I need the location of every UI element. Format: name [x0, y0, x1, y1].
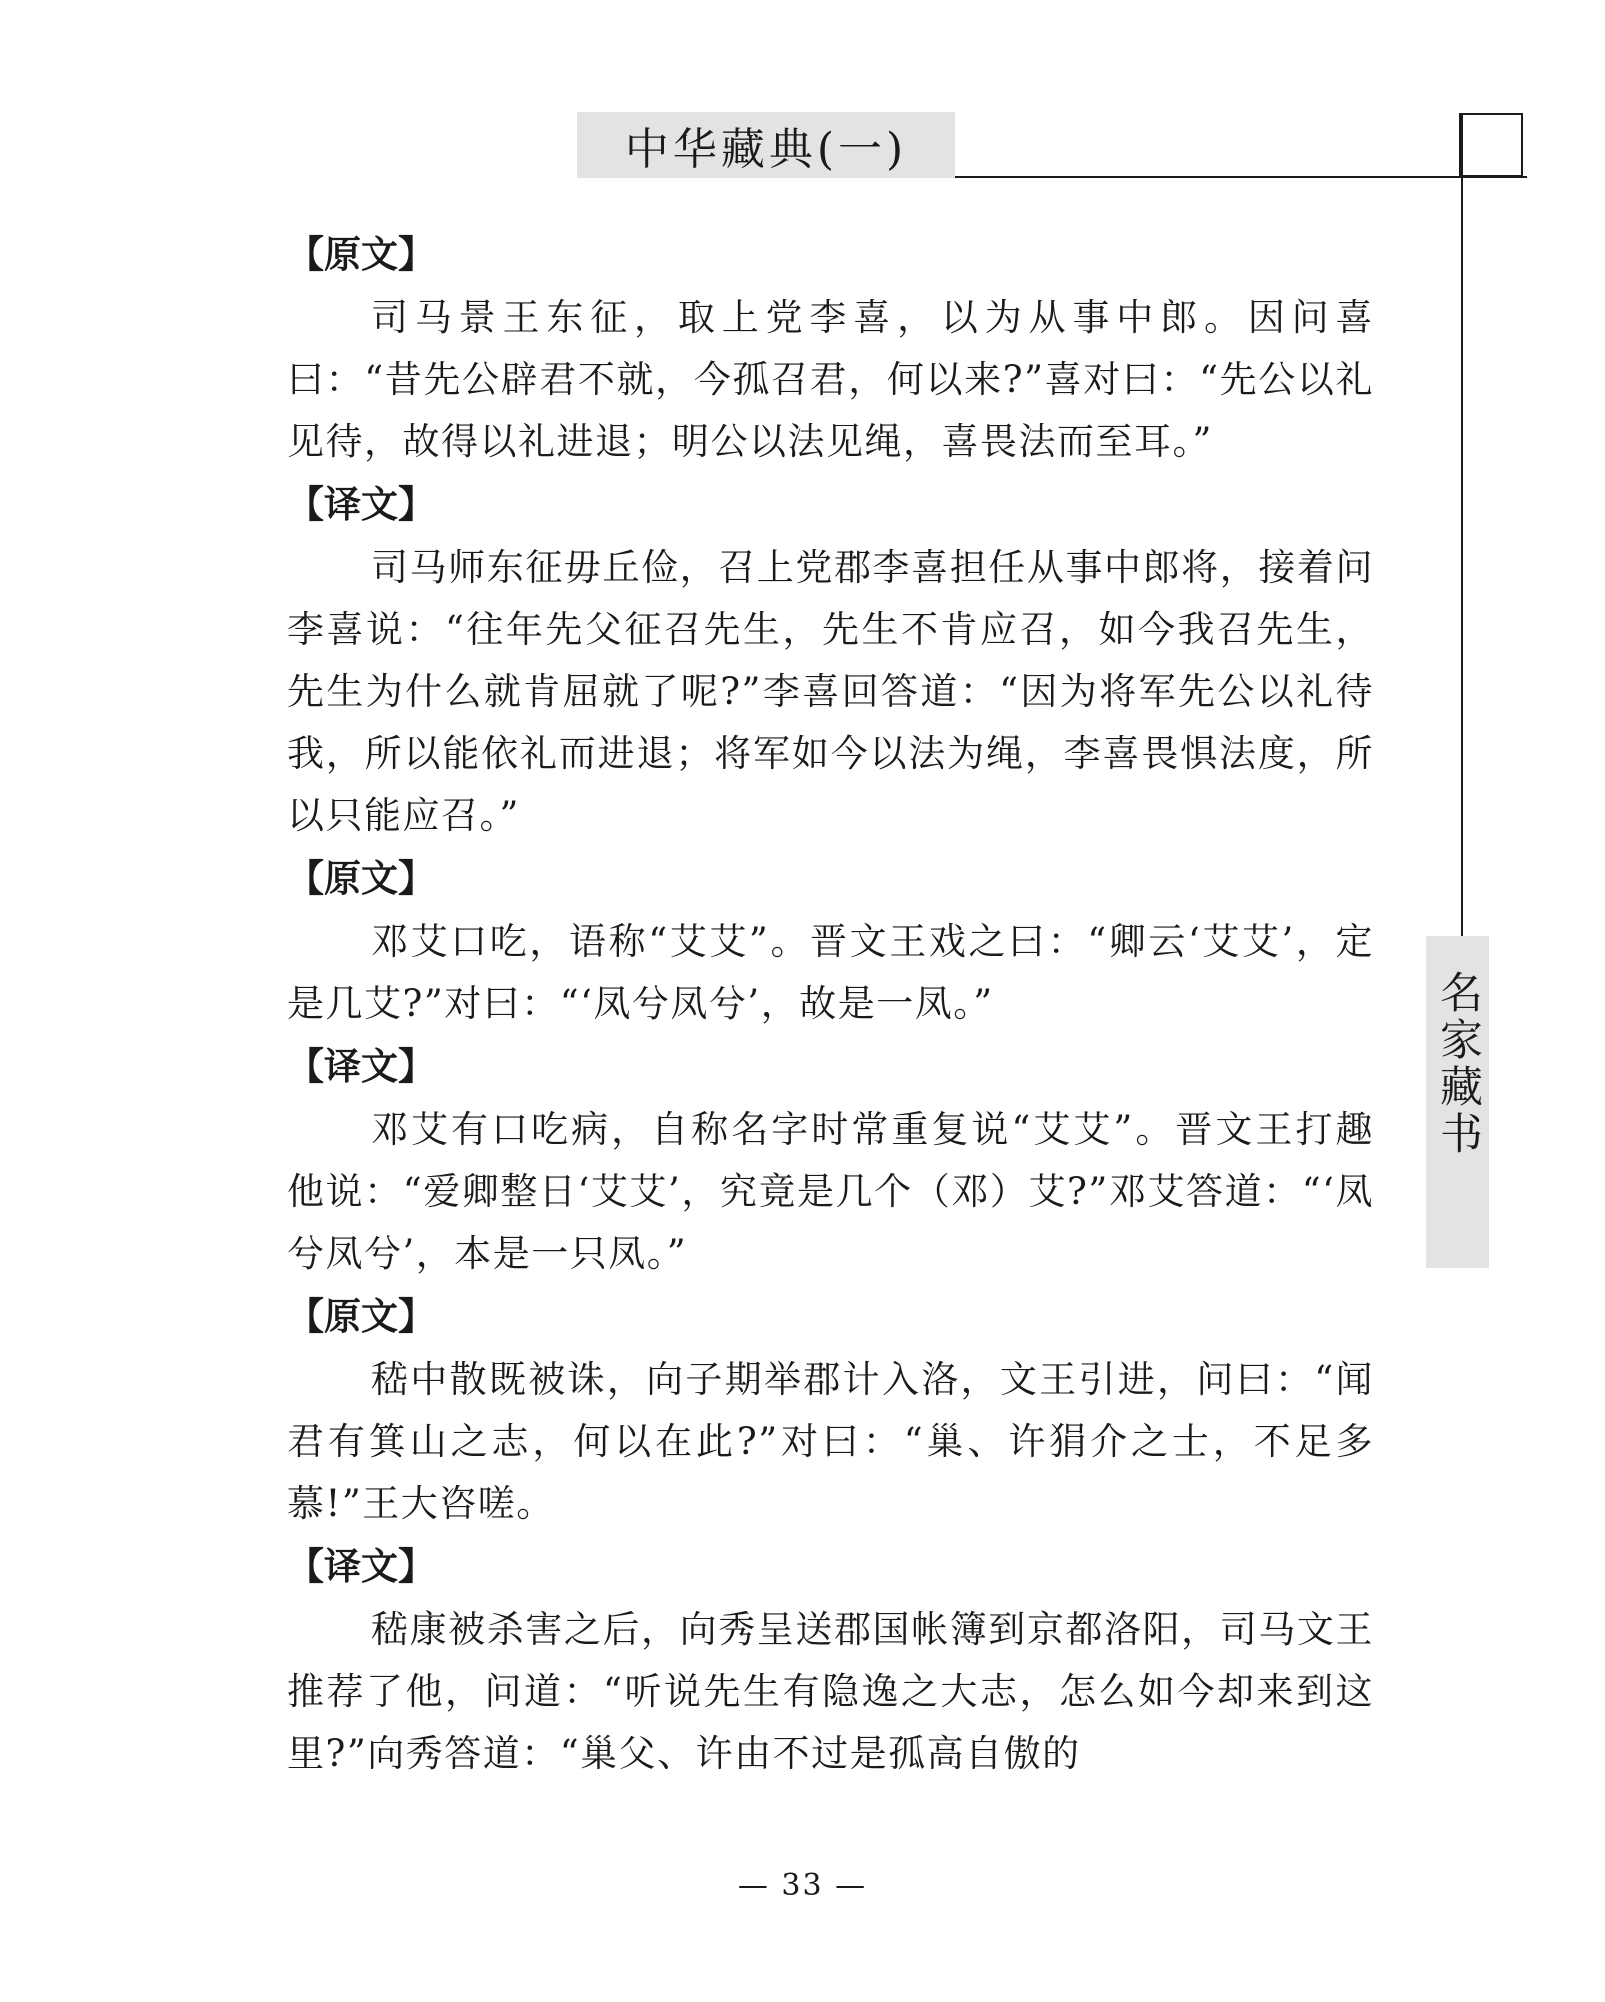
section-label-original: 【原文】: [287, 857, 435, 900]
page-number: — 33 —: [737, 1868, 868, 1903]
running-header: [577, 112, 955, 178]
section-text-original: 邓艾口吃，语称“艾艾”。晋文王戏之曰：“卿云‘艾艾’，定是几艾?”对曰：“‘凤兮凤兮’，故是一凤。”: [287, 920, 1374, 1025]
section-text-original: 司马景王东征，取上党李喜，以为从事中郎。因问喜曰：“昔先公辟君不就，今孤召君，何以来?”喜对曰：“先公以礼见待，故得以礼进退；明公以法见绳，喜畏法而至耳。”: [287, 296, 1374, 463]
side-tab-label: 名家藏书: [1433, 970, 1483, 1158]
book-title: 中华藏典(一): [624, 124, 908, 175]
header-rule: [955, 176, 1527, 178]
section-label-original: 【原文】: [287, 1295, 435, 1338]
section-label-original: 【原文】: [287, 233, 435, 276]
section-label-translation: 【译文】: [287, 1045, 435, 1088]
section-label-translation: 【译文】: [287, 1545, 435, 1588]
section-text-translation: 司马师东征毋丘俭，召上党郡李喜担任从事中郎将，接着问李喜说：“往年先父征召先生，先生不肯应召，如今我召先生，先生为什么就肯屈就了呢?”李喜回答道：“因为将军先公以礼待我，所以能依礼而进退；将军如今以法为绳，李喜畏惧法度，所以只能应召。”: [287, 546, 1374, 837]
margin-vertical-rule: [1461, 113, 1463, 937]
main-text: [287, 223, 1374, 1785]
section-text-translation: 邓艾有口吃病，自称名字时常重复说“艾艾”。晋文王打趣他说：“爱卿整日‘艾艾’，究竟是几个（邓）艾?”邓艾答道：“‘凤兮凤兮’，本是一只凤。”: [287, 1108, 1374, 1275]
section-label-translation: 【译文】: [287, 483, 435, 526]
section-text-translation: 嵇康被杀害之后，向秀呈送郡国帐簿到京都洛阳，司马文王推荐了他，问道：“听说先生有隐逸之大志，怎么如今却来到这里?”向秀答道：“巢父、许由不过是孤高自傲的: [287, 1608, 1374, 1775]
section-text-original: 嵇中散既被诛，向子期举郡计入洛，文王引进，问曰：“闻君有箕山之志，何以在此?”对曰：“巢、许狷介之士，不足多慕!”王大咨嗟。: [287, 1358, 1374, 1525]
header-corner-square: [1459, 113, 1523, 177]
side-tab: [1426, 936, 1489, 1268]
